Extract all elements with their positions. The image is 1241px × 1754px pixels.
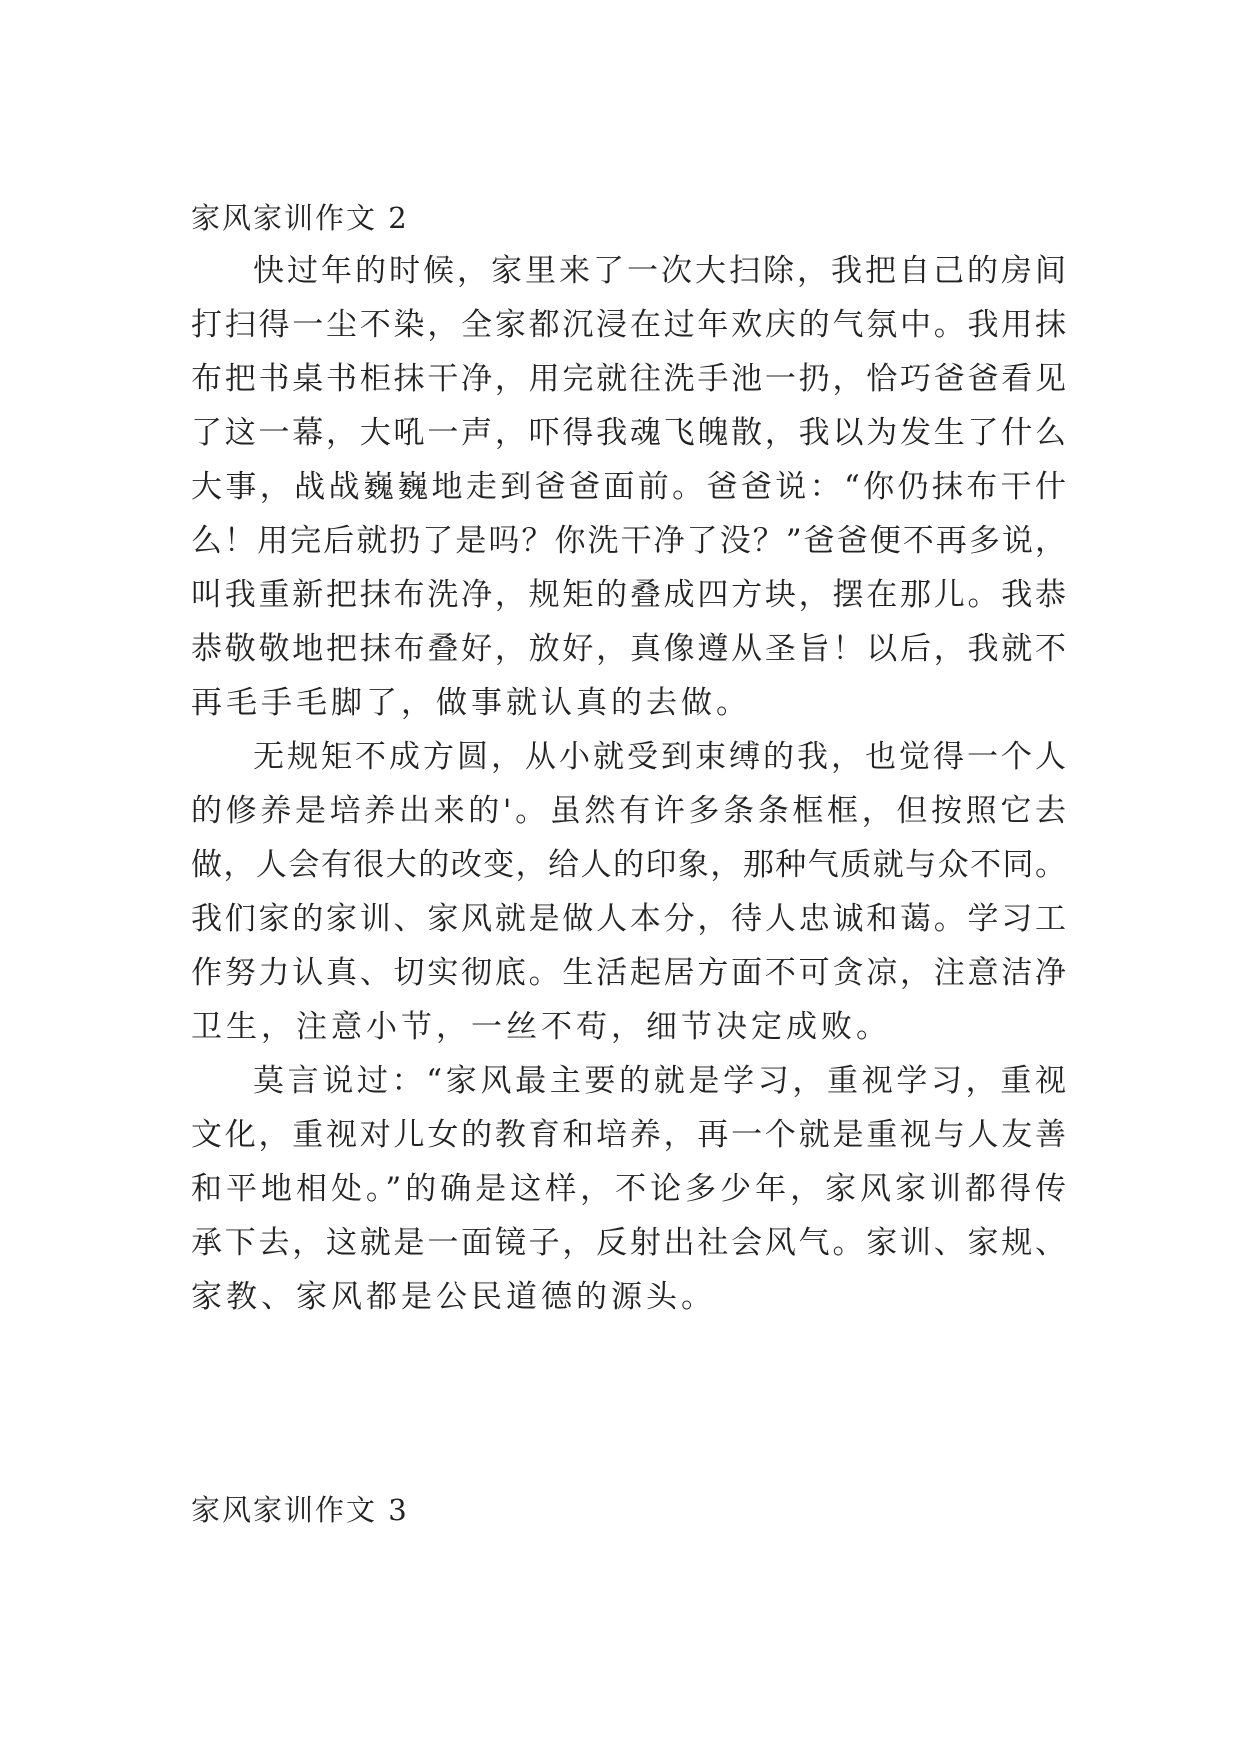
- text-line: 打扫得一尘不染，全家都沉浸在过年欢庆的气氛中。我用抹: [191, 307, 1066, 343]
- text-line: 恭敬敬地把抹布叠好，放好，真像遵从圣旨！以后，我就不: [191, 631, 1066, 667]
- text-line: 承下去，这就是一面镜子，反射出社会风气。家训、家规、: [191, 1225, 1066, 1261]
- text-line: 的修养是培养出来的'。虽然有许多条条框框，但按照它去: [191, 793, 1066, 829]
- text-line: 家教、家风都是公民道德的源头。: [191, 1279, 716, 1315]
- text-line: 么！用完后就扔了是吗？你洗干净了没？”爸爸便不再多说，: [191, 523, 1066, 559]
- text-line: 卫生，注意小节，一丝不苟，细节决定成败。: [191, 1009, 891, 1045]
- document-page: [191, 0, 1066, 1754]
- text-line: 了这一幕，大吼一声，吓得我魂飞魄散，我以为发生了什么: [191, 415, 1066, 451]
- text-line: 文化，重视对儿女的教育和培养，再一个就是重视与人友善: [191, 1117, 1066, 1153]
- text-line: 无规矩不成方圆，从小就受到束缚的我，也觉得一个人: [253, 739, 1066, 775]
- section-heading: 家风家训作文 3: [191, 1493, 409, 1527]
- text-line: 做，人会有很大的改变，给人的印象，那种气质就与众不同。: [191, 847, 1066, 883]
- section-heading: 家风家训作文 2: [191, 201, 409, 235]
- text-line: 和平地相处。”的确是这样，不论多少年，家风家训都得传: [191, 1171, 1066, 1207]
- text-line: 作努力认真、切实彻底。生活起居方面不可贪凉，注意洁净: [191, 955, 1066, 991]
- text-line: 莫言说过：“家风最主要的就是学习，重视学习，重视: [253, 1063, 1066, 1099]
- text-line: 快过年的时候，家里来了一次大扫除，我把自己的房间: [253, 253, 1066, 289]
- text-line: 叫我重新把抹布洗净，规矩的叠成四方块，摆在那儿。我恭: [191, 577, 1066, 613]
- text-line: 大事，战战巍巍地走到爸爸面前。爸爸说：“你仍抹布干什: [191, 469, 1066, 505]
- text-line: 布把书桌书柜抹干净，用完就往洗手池一扔，恰巧爸爸看见: [191, 361, 1066, 397]
- text-line: 我们家的家训、家风就是做人本分，待人忠诚和蔼。学习工: [191, 901, 1066, 937]
- text-line: 再毛手毛脚了，做事就认真的去做。: [191, 685, 751, 721]
